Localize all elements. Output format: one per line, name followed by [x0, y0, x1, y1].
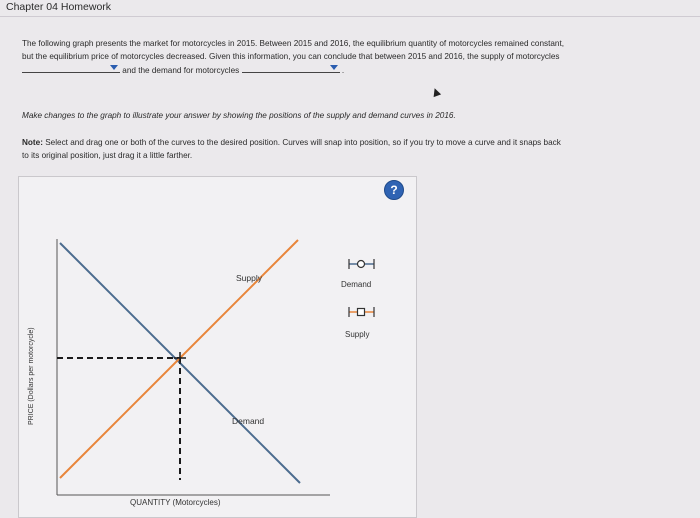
middle-text: and the demand for motorcycles: [122, 66, 240, 75]
legend-demand-tool[interactable]: [349, 259, 374, 269]
demand-curve-label: Demand: [232, 416, 265, 426]
question-line-2: but the equilibrium price of motorcycles decreased. Given this information, you can conclude that between 2015 and 2016, the supply of motorcycles: [22, 52, 560, 61]
note-line-1: Select and drag one or both of the curves to the desired position. Curves will snap into position, so if you try to move a curve and it snaps back: [45, 138, 561, 147]
legend-supply-label: Supply: [345, 330, 370, 339]
legend-supply-tool[interactable]: [349, 307, 374, 317]
instruction-text: Make changes to the graph to illustrate your answer by showing the positions of the supply and demand curves in 2016.: [22, 111, 456, 120]
square-marker-icon: [358, 309, 365, 316]
legend-demand-label: Demand: [341, 280, 372, 289]
y-axis-label: PRICE (Dollars per motorcycle): [28, 327, 35, 425]
circle-marker-icon: [358, 261, 365, 268]
end-text: .: [341, 66, 345, 75]
note-label: Note:: [22, 138, 43, 147]
note-line-2: to its original position, just drag it a little farther.: [22, 151, 193, 160]
x-axis-label: QUANTITY (Motorcycles): [130, 498, 221, 507]
question-line-1: The following graph presents the market for motorcycles in 2015. Between 2015 and 2016, the equilibrium quantity of motorcycles remained constant,: [22, 39, 565, 48]
supply-curve-label: Supply: [236, 273, 262, 283]
window-title: Chapter 04 Homework: [6, 1, 112, 13]
help-button[interactable]: ?: [384, 180, 404, 200]
